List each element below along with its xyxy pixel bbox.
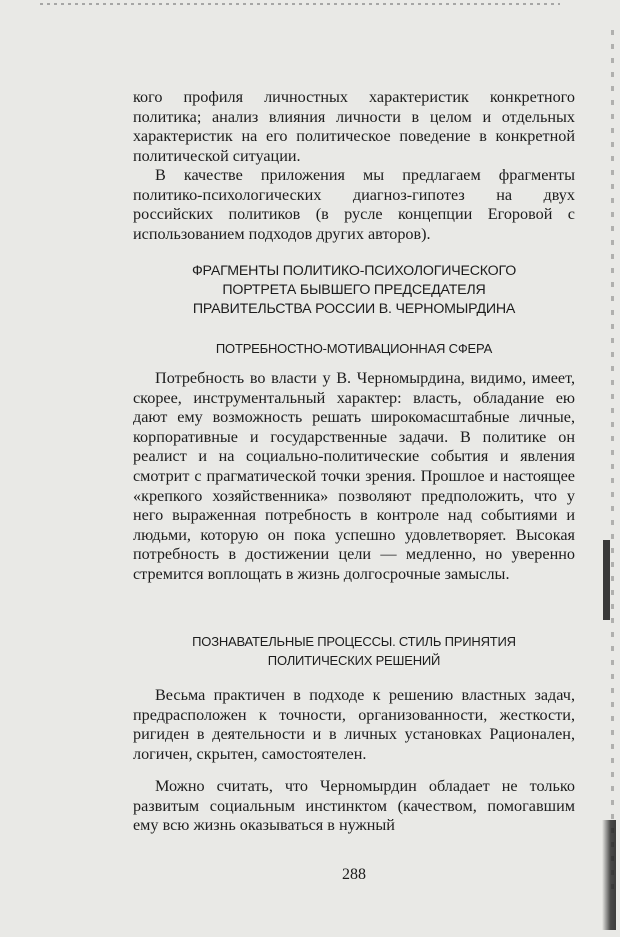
paragraph-3: Потребность во власти у В. Черномырдина, видимо, имеет, скорее, инструментальный характер: власть, обладание ею дают ему возможность решать широкомасштабные личные, корпоративные и государственные задачи. В политике он реалист и на социально-политические события и явления смотрит с прагматической точки зрения. Прошлое и настоящее «крепкого хозяйственника» позволяют предположить, что у него выраженная потребность в контроле над событиями и людьми, которую он пока успешно удовлетворяет. Высокая потребность в достижении цели — медленно, но уверенно стремится воплощать в жизнь долгосрочные замыслы. — [133, 369, 575, 583]
paragraph-1: кого профиля личностных характеристик конкретного политика; анализ влияния личности в целом и отдельных характеристик на его политическое поведение в конкретной политической ситуации. — [133, 88, 575, 165]
scan-edge-top — [40, 3, 560, 5]
scan-binding-mark — [603, 540, 610, 620]
subheading-motivation: ПОТРЕБНОСТНО-МОТИВАЦИОННАЯ СФЕРА — [215, 341, 493, 356]
scan-edge-right — [611, 30, 614, 890]
subheading-cognitive: ПОЗНАВАТЕЛЬНЫЕ ПРОЦЕССЫ. СТИЛЬ ПРИНЯТИЯ ПОЛИТИЧЕСКИХ РЕШЕНИЙ — [192, 634, 516, 668]
paragraph-5: Можно считать, что Черномырдин обладает не только развитым социальным инстинктом (качеством, помогавшим ему всю жизнь оказываться в нужный — [133, 777, 575, 835]
paragraph-2: В качестве приложения мы предлагаем фрагменты политико-психологических диагноз-гипотез на двух российских политиков (в русле концепции Егоровой с использованием подходов других авторов). — [133, 166, 575, 243]
section-title: ФРАГМЕНТЫ ПОЛИТИКО-ПСИХОЛОГИЧЕСКОГО ПОРТРЕТА БЫВШЕГО ПРЕДСЕДАТЕЛЯ ПРАВИТЕЛЬСТВА РОССИИ В. ЧЕРНОМЫРДИНА — [191, 263, 517, 317]
paragraph-4: Весьма практичен в подходе к решению властных задач, предрасположен к точности, организованности, жесткости, ригиден в деятельности и в личных установках Рационален, логичен, скрытен, самостоятелен. — [133, 686, 575, 763]
page-number: 288 — [342, 866, 366, 883]
scan-corner-shadow — [602, 820, 616, 930]
